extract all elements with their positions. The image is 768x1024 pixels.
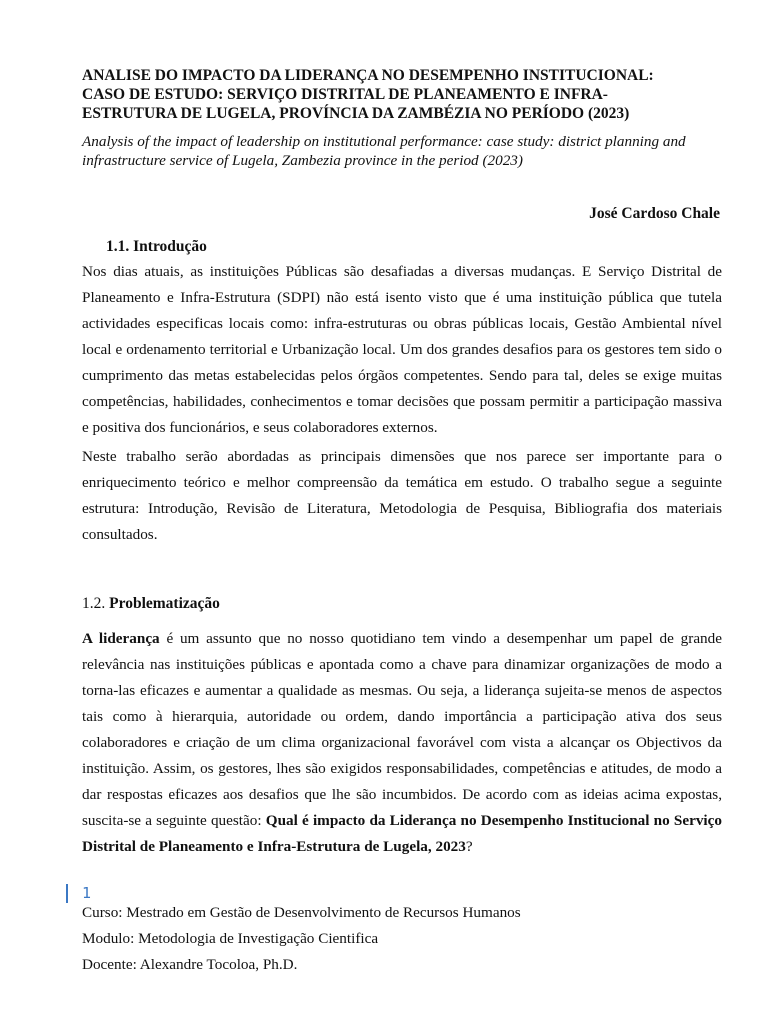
- section-heading-text: Problematização: [109, 595, 220, 612]
- page-number: 1: [82, 884, 92, 902]
- document-title: ANALISE DO IMPACTO DA LIDERANÇA NO DESEMPENHO INSTITUCIONAL: CASO DE ESTUDO: SERVIÇO DISTRITAL DE PLANEAMENTO E INFRA-ESTRUTURA DE LUGELA, PROVÍNCIA DA ZAMBÉZIA NO PERÍODO (2023): [82, 67, 654, 122]
- introduction-paragraph-2: Neste trabalho serão abordadas as principais dimensões que nos parece ser importante para o enriquecimento teórico e melhor compreensão da temática em estudo. O trabalho segue a seguinte estrutura: Introdução, Revisão de Literatura, Metodologia de Pesquisa, Bibliografia dos materiais consultados.: [82, 448, 722, 543]
- problematization-paragraph: [82, 626, 722, 860]
- paragraph-lead-term: A liderança: [82, 630, 160, 647]
- paragraph-body: é um assunto que no nosso quotidiano tem vindo a desempenhar um papel de grande relevância nas instituições públicas e apontada como a chave para dinamizar organizações de modo a torna-las eficazes e aumentar a qualidade as mesmas. Ou seja, a liderança sujeita-se menos de aspectos tais como à hierarquia, autoridade ou ordem, dando importância a participação ativa dos seus colaboradores e criação de um clima organizacional favorável com vista a alcançar os Objectivos da instituição. Assim, os gestores, lhes são exigidos responsabilidades, competências e atitudes, de modo a dar respostas eficazes aos desafios que lhe são incumbidos. De acordo com as ideias acima expostas, suscita-se a seguinte questão:: [82, 630, 722, 829]
- footer-course: Curso: Mestrado em Gestão de Desenvolvimento de Recursos Humanos: [82, 904, 521, 921]
- section-heading-introduction: 1.1. Introdução: [106, 238, 207, 255]
- text-cursor-marker: [66, 884, 68, 903]
- introduction-paragraph-1: Nos dias atuais, as instituições Públicas são desafiadas a diversas mudanças. E Serviço Distrital de Planeamento e Infra-Estrutura (SDPI) não está isento visto que é uma instituição pública que tutela actividades especificas locais como: infra-estruturas ou obras públicas locais, Gestão Ambiental nível local e ordenamento territorial e Urbanização local. Um dos grandes desafios para os gestores tem sido o cumprimento das metas estabelecidas pelos órgãos competentes. Sendo para tal, deles se exige muitas competências, habilidades, conhecimentos e tomar decisões que possam permitir a participação massiva e positiva dos funcionários, e seus colaboradores externos.: [82, 263, 722, 436]
- section-number: 1.2.: [82, 595, 106, 612]
- research-question: Qual é impacto da Liderança no Desempenho Institucional no Serviço Distrital de Planeamento e Infra-Estrutura de Lugela, 2023: [82, 812, 722, 855]
- section-heading-problematization: [82, 595, 220, 613]
- question-mark: ?: [465, 838, 473, 855]
- document-subtitle-english: Analysis of the impact of leadership on institutional performance: case study: district planning and infrastructure service of Lugela, Zambezia province in the period (2023): [82, 133, 686, 169]
- author-name: José Cardoso Chale: [589, 205, 720, 222]
- footer-module: Modulo: Metodologia de Investigação Cientifica: [82, 930, 379, 947]
- footer-lecturer: Docente: Alexandre Tocoloa, Ph.D.: [82, 956, 298, 973]
